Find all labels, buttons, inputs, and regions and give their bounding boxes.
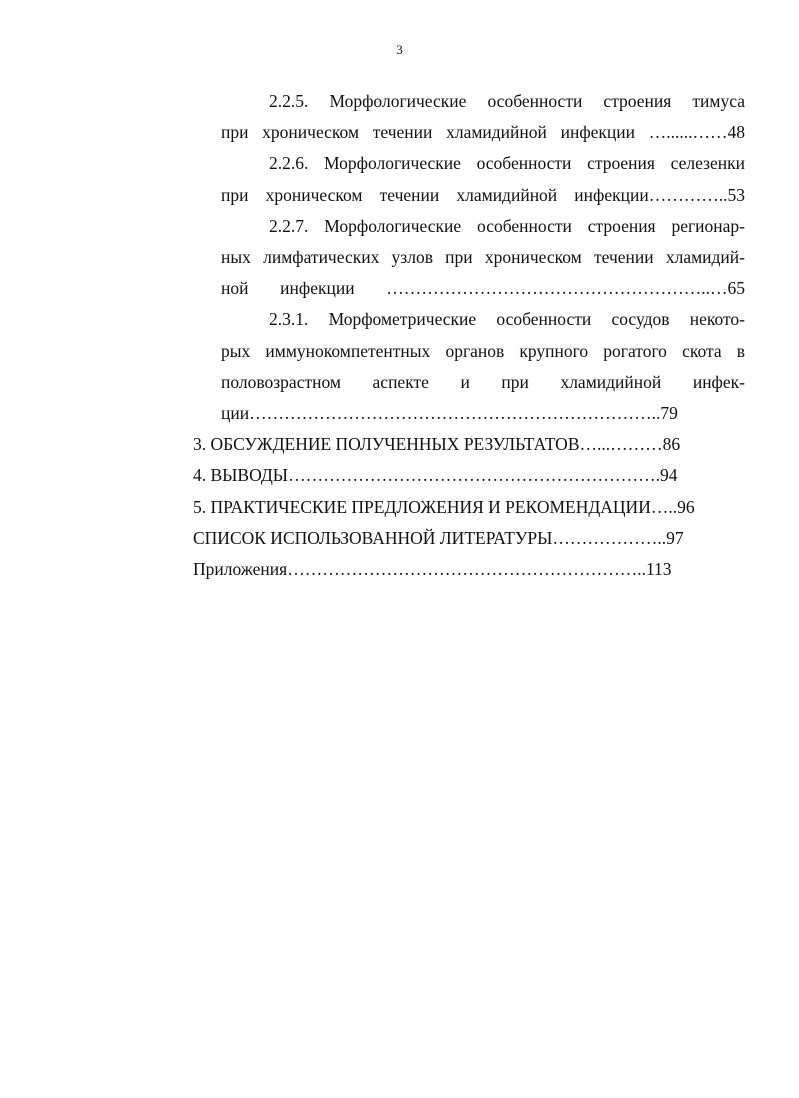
table-of-contents [193,86,745,585]
toc-line: 2.3.1. Морфометрические особенности сосудов некото- [269,309,745,330]
toc-entry-references [193,523,745,554]
toc-line: ной инфекции ………………………………………………..…65 [221,278,745,299]
toc-entry-2-2-6 [193,148,745,210]
toc-line: ции……………………………………………………………..79 [221,403,678,424]
toc-entry-2-2-7 [193,211,745,305]
toc-line: 2.2.6. Морфологические особенности строения селезенки [269,153,745,174]
toc-line: при хроническом течении хламидийной инфекции …......……48 [221,122,745,143]
toc-line: ных лимфатических узлов при хроническом течении хламидий- [221,247,745,268]
toc-line: рых иммунокомпетентных органов крупного рогатого скота в [221,340,745,361]
toc-line: 4. ВЫВОДЫ……………………………………………………….94 [193,465,678,486]
toc-entry-2-3-1 [193,304,745,429]
toc-line: 2.2.5. Морфологические особенности строения тимуса [269,91,745,111]
toc-entry-appendices [193,554,745,585]
toc-line: 5. ПРАКТИЧЕСКИЕ ПРЕДЛОЖЕНИЯ И РЕКОМЕНДАЦИИ…..96 [193,496,695,517]
toc-entry-2-2-5 [193,86,745,148]
page-number: 3 [396,42,403,57]
toc-entry-discussion [193,429,745,460]
toc-line: 3. ОБСУЖДЕНИЕ ПОЛУЧЕННЫХ РЕЗУЛЬТАТОВ…...………86 [193,434,681,455]
toc-line: половозрастном аспекте и при хламидийной инфек- [221,371,745,392]
toc-line: при хроническом течении хламидийной инфекции…………..53 [221,184,745,205]
toc-line: СПИСОК ИСПОЛЬЗОВАННОЙ ЛИТЕРАТУРЫ………………..97 [193,527,684,548]
toc-line: 2.2.7. Морфологические особенности строения регионар- [269,215,745,236]
toc-line: Приложения……………………………………………………..113 [193,559,672,580]
toc-entry-recommendations [193,492,745,523]
toc-entry-conclusions [193,460,745,491]
